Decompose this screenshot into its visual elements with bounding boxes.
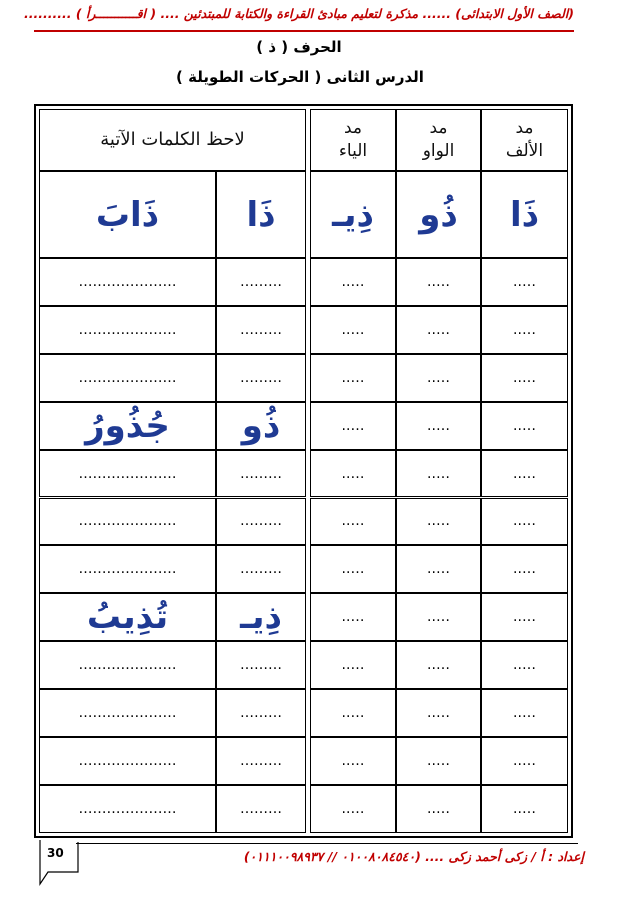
cell-ya-blank-text: ….. [341, 417, 365, 434]
cell-alif-blank-text: ….. [513, 705, 536, 722]
table-row [39, 498, 568, 546]
cell-short-blank-text: ……… [240, 705, 282, 722]
cell-word-blank-text: ………………… [78, 513, 177, 530]
header-waw-line2: الواو [422, 141, 455, 161]
table-row [39, 785, 568, 833]
cell-short-blank [216, 689, 306, 737]
cell-word-blank-text: ………………… [78, 273, 177, 290]
header-waw [396, 109, 481, 171]
footer-rule [76, 843, 578, 844]
cell-short-blank [216, 498, 306, 546]
table-header-row [39, 109, 568, 171]
cell-word [39, 171, 216, 258]
header-waw-line1: مد [429, 118, 448, 139]
cell-ya-blank [310, 306, 396, 354]
cell-short-blank [216, 737, 306, 785]
cell-short-blank-text: ……… [240, 800, 282, 817]
cell-word-blank-text: ………………… [78, 752, 177, 769]
cell-short-blank-text: ……… [240, 321, 282, 338]
cell-word-example [39, 593, 216, 641]
cell-waw-blank-text: ….. [427, 657, 450, 674]
lesson-title: الدرس الثانى ( الحركات الطويلة ) [176, 68, 424, 86]
cell-waw-blank [396, 354, 481, 402]
cell-alif-blank [481, 450, 568, 498]
cell-waw-blank [396, 306, 481, 354]
cell-alif-blank [481, 593, 568, 641]
header-alif [481, 109, 568, 171]
cell-ya-blank-text: ….. [341, 752, 365, 769]
cell-waw-blank-text: ….. [427, 752, 450, 769]
cell-waw-blank-text: ….. [427, 609, 450, 626]
cell-short-blank-text: ……… [240, 369, 282, 386]
cell-short-blank [216, 641, 306, 689]
cell-word-blank-text: ………………… [78, 561, 177, 578]
cell-word-example-text: تُذِيبُ [86, 597, 169, 638]
cell-ya-blank [310, 689, 396, 737]
header-rule [34, 30, 574, 32]
cell-word-example-text: جُذُورُ [85, 405, 170, 446]
cell-ya-blank [310, 593, 396, 641]
header-alif-line2: الألف [505, 141, 544, 161]
cell-ya-blank [310, 402, 396, 450]
cell-short-blank [216, 545, 306, 593]
cell-alif-blank [481, 545, 568, 593]
cell-alif-blank-text: ….. [513, 657, 536, 674]
cell-short-blank-text: ……… [240, 465, 282, 482]
header-ya [310, 109, 396, 171]
cell-alif-blank-text: ….. [513, 321, 536, 338]
cell-alif-blank-text: ….. [513, 273, 536, 290]
cell-short-example-text: ذِيـ [240, 597, 282, 638]
running-header: (الصف الأول الابتدائى) ...... مذكرة لتعليم مبادئ القراءة والكتابة للمبتدئين .... ( اقـــــــــــرأ ) .......... [24, 6, 574, 21]
cell-short-blank [216, 450, 306, 498]
cell-waw-blank-text: ….. [427, 800, 450, 817]
table-row [39, 737, 568, 785]
cell-word-blank [39, 689, 216, 737]
cell-alif-blank-text: ….. [513, 513, 536, 530]
cell-ya-blank-text: ….. [341, 657, 365, 674]
cell-waw-blank [396, 737, 481, 785]
waw-letter-text: ذُو [419, 194, 458, 235]
cell-alif-blank-text: ….. [513, 800, 536, 817]
cell-word-blank-text: ………………… [78, 321, 177, 338]
cell-ya-blank-text: ….. [341, 273, 365, 290]
table-row [39, 306, 568, 354]
cell-word-blank [39, 545, 216, 593]
word-text: ذَابَ [95, 194, 160, 235]
cell-short-blank [216, 785, 306, 833]
table-letter-row [39, 171, 568, 258]
table-row [39, 354, 568, 402]
cell-alif-letter [481, 171, 568, 258]
cell-alif-blank [481, 402, 568, 450]
cell-waw-blank-text: ….. [427, 417, 450, 434]
cell-ya-blank-text: ….. [341, 465, 365, 482]
alif-letter-text: ذَا [509, 194, 540, 235]
cell-ya-blank-text: ….. [341, 705, 365, 722]
cell-waw-blank-text: ….. [427, 273, 450, 290]
cell-short-blank [216, 306, 306, 354]
cell-ya-blank [310, 354, 396, 402]
header-ya-line1: مد [343, 118, 363, 139]
cell-word-blank-text: ………………… [78, 705, 177, 722]
table-row [39, 402, 568, 450]
cell-short-example-text: ذُو [241, 405, 281, 446]
page-number: 30 [47, 846, 64, 860]
cell-waw-blank-text: ….. [427, 369, 450, 386]
cell-short-blank-text: ……… [240, 273, 282, 290]
author-credit: إعداد : أ / زكى أحمد زكى .... (٠١٠٠٨٠٨٤٥٤٠ // ٠١١١٠٠٩٨٩٣٧) [243, 849, 584, 864]
short-letter-text: ذَا [246, 194, 276, 235]
cell-waw-blank [396, 450, 481, 498]
cell-alif-blank [481, 306, 568, 354]
cell-waw-letter [396, 171, 481, 258]
cell-alif-blank [481, 258, 568, 306]
cell-short-example [216, 402, 306, 450]
table-row [39, 689, 568, 737]
cell-short-blank [216, 258, 306, 306]
cell-ya-blank-text: ….. [341, 513, 365, 530]
cell-word-blank-text: ………………… [78, 465, 177, 482]
cell-waw-blank [396, 498, 481, 546]
cell-ya-blank-text: ….. [341, 321, 365, 338]
cell-ya-blank-text: ….. [341, 800, 365, 817]
cell-waw-blank [396, 402, 481, 450]
cell-alif-blank [481, 737, 568, 785]
cell-word-example [39, 402, 216, 450]
cell-alif-blank-text: ….. [513, 465, 536, 482]
cell-word-blank-text: ………………… [78, 657, 177, 674]
cell-alif-blank [481, 785, 568, 833]
cell-word-blank [39, 737, 216, 785]
cell-waw-blank [396, 641, 481, 689]
cell-waw-blank [396, 785, 481, 833]
cell-waw-blank [396, 258, 481, 306]
cell-alif-blank-text: ….. [513, 609, 536, 626]
table-row [39, 545, 568, 593]
cell-short-blank [216, 354, 306, 402]
cell-ya-blank [310, 545, 396, 593]
cell-alif-blank [481, 641, 568, 689]
cell-short-blank-text: ……… [240, 513, 282, 530]
cell-waw-blank [396, 689, 481, 737]
cell-short-blank-text: ……… [240, 752, 282, 769]
cell-word-blank-text: ………………… [78, 369, 177, 386]
cell-ya-blank-text: ….. [341, 369, 365, 386]
worksheet-table [39, 109, 568, 833]
cell-ya-blank [310, 258, 396, 306]
cell-ya-blank [310, 737, 396, 785]
cell-word-blank [39, 450, 216, 498]
cell-alif-blank [481, 689, 568, 737]
table-row [39, 593, 568, 641]
ya-letter-text: ذِيـ [332, 194, 374, 235]
cell-ya-blank [310, 641, 396, 689]
cell-ya-blank [310, 785, 396, 833]
cell-alif-blank-text: ….. [513, 752, 536, 769]
cell-alif-blank-text: ….. [513, 417, 536, 434]
cell-word-blank [39, 498, 216, 546]
cell-ya-blank [310, 450, 396, 498]
cell-waw-blank-text: ….. [427, 561, 450, 578]
cell-word-blank [39, 354, 216, 402]
cell-ya-blank-text: ….. [341, 561, 365, 578]
table-row [39, 641, 568, 689]
cell-ya-blank [310, 498, 396, 546]
cell-short-blank-text: ……… [240, 561, 282, 578]
cell-word-blank-text: ………………… [78, 800, 177, 817]
cell-word-blank [39, 641, 216, 689]
cell-ya-blank-text: ….. [341, 609, 365, 626]
cell-waw-blank-text: ….. [427, 513, 450, 530]
cell-waw-blank [396, 593, 481, 641]
cell-word-blank [39, 306, 216, 354]
cell-ya-letter [310, 171, 396, 258]
cell-alif-blank [481, 498, 568, 546]
table-row [39, 450, 568, 498]
cell-alif-blank-text: ….. [513, 561, 536, 578]
cell-waw-blank-text: ….. [427, 705, 450, 722]
cell-short-example [216, 593, 306, 641]
header-observe: لاحظ الكلمات الآتية [39, 109, 306, 171]
letter-title: الحرف ( ذ ) [256, 38, 342, 56]
cell-word-blank [39, 785, 216, 833]
cell-waw-blank-text: ….. [427, 321, 450, 338]
header-alif-line1: مد [515, 118, 534, 139]
cell-waw-blank [396, 545, 481, 593]
table-row [39, 258, 568, 306]
cell-alif-blank [481, 354, 568, 402]
cell-word-blank [39, 258, 216, 306]
cell-short-blank-text: ……… [240, 657, 282, 674]
cell-waw-blank-text: ….. [427, 465, 450, 482]
cell-short-letter [216, 171, 306, 258]
cell-alif-blank-text: ….. [513, 369, 536, 386]
header-ya-line2: الياء [338, 141, 368, 161]
